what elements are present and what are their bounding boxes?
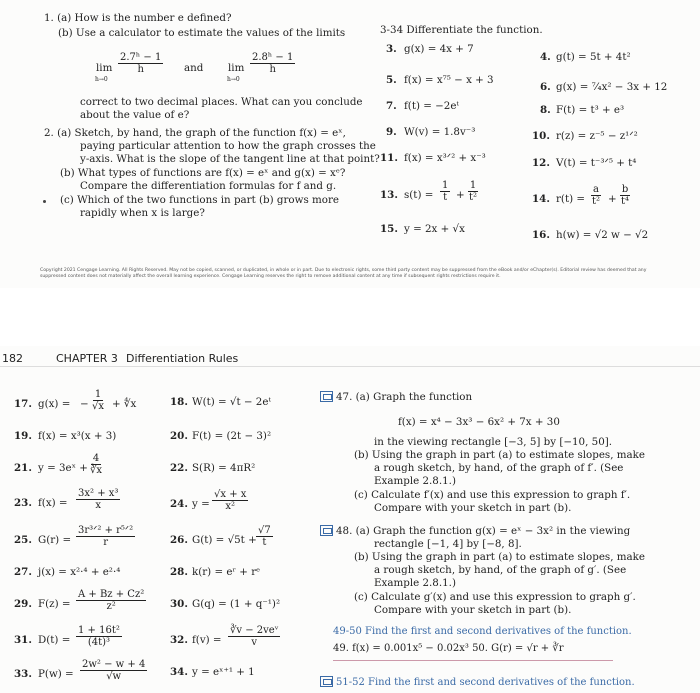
ex20-num: 20.: [170, 430, 188, 442]
ex48-a-line2: rectangle [−1, 4] by [−8, 8].: [374, 538, 522, 550]
and-text: and: [184, 62, 204, 74]
ex31-den-part: (4t)³: [87, 637, 111, 648]
ex14-f2-num: b: [621, 184, 629, 195]
ex26-num-part: √7: [258, 525, 271, 536]
ex17-minus: −: [80, 398, 89, 410]
header-rule: [0, 366, 700, 367]
ex33-num-part: 2w² − w + 4: [82, 659, 146, 670]
ex24-den-part: x²: [225, 501, 236, 512]
ex47-b-line2: a rough sketch, by hand, of the graph of f′. (See: [374, 462, 624, 474]
ex13-frac-2: [467, 180, 479, 203]
ex22-expr: S(R) = 4πR²: [192, 462, 256, 474]
ex18-num: 18.: [170, 396, 188, 408]
ex47-function: f(x) = x⁴ − 3x³ − 6x² + 7x + 30: [398, 416, 560, 428]
lim1-num: 2.7ʰ − 1: [120, 52, 162, 63]
ex6-expr: g(x) = ⁷⁄₄x² − 3x + 12: [556, 81, 668, 93]
ex33-frac: [80, 659, 147, 682]
ex32-den-part: v: [251, 637, 258, 648]
ex19-expr: f(x) = x³(x + 3): [38, 430, 117, 442]
section-title: 3-34 Differentiate the function.: [380, 24, 543, 36]
page-gap: [0, 288, 700, 346]
ex29-num: 29.: [14, 598, 32, 610]
ex25-num-part: 3r³ᐟ² + r⁵ᐟ²: [78, 525, 134, 536]
ex3-num: 3.: [386, 43, 397, 55]
lim2-den: h: [269, 64, 276, 75]
q1c-line2: about the value of e?: [80, 109, 190, 121]
ex25-frac: [76, 525, 135, 548]
chapter-title: Differentiation Rules: [126, 352, 239, 365]
ex21-frac: [88, 453, 104, 476]
ex12-num: 12.: [532, 157, 550, 169]
ex23-den-part: x: [95, 500, 102, 511]
ex29-den-part: z²: [106, 601, 116, 612]
ex48-b-line2: a rough sketch, by hand, of the graph of g′. (See: [374, 564, 627, 576]
ex6-num: 6.: [540, 81, 551, 93]
ex24-num: 24.: [170, 498, 188, 510]
ex14-f2-den: t⁴: [621, 196, 630, 207]
ex26-frac: [256, 525, 273, 548]
ex9-expr: W(v) = 1.8v⁻³: [404, 126, 476, 138]
ex9-num: 9.: [386, 126, 397, 138]
ex33-den-part: √w: [106, 671, 122, 682]
ex25-num: 25.: [14, 534, 32, 546]
ex47-b-line1: (b) Using the graph in part (a) to estimate slopes, make: [354, 449, 645, 461]
ex32-num-part: ∛v − 2veᵛ: [230, 625, 279, 636]
ex14-num: 14.: [532, 193, 550, 205]
ex31-pre: D(t) =: [38, 634, 71, 646]
ex47-c-line2: Compare with your sketch in part (b).: [374, 502, 572, 514]
section-49-50: 49-50 Find the first and second derivatives of the function.: [333, 626, 632, 637]
ex21-num-part: 4: [92, 453, 100, 464]
ex48-b-line3: Example 2.8.1.): [374, 577, 456, 589]
q2a-line2: paying particular attention to how the graph crosses the: [80, 140, 376, 152]
ex17-num: 17.: [14, 398, 32, 410]
ex17-den-part: √x: [92, 401, 105, 412]
ex11-num: 11.: [380, 152, 398, 164]
ex32-num: 32.: [170, 634, 188, 646]
ex21-den-part: ∛x: [90, 465, 103, 476]
ex3-expr: g(x) = 4x + 7: [404, 43, 474, 55]
ex13-num: 13.: [380, 189, 398, 201]
ex14-frac-2: [619, 184, 631, 207]
ex14-f1-num: a: [593, 184, 599, 195]
ex23-num-part: 3x² + x³: [78, 488, 119, 499]
ex47-c-line1: (c) Calculate f′(x) and use this expression to graph f′.: [354, 489, 631, 501]
ex30-expr: G(q) = (1 + q⁻¹)²: [192, 598, 281, 610]
chapter-label: CHAPTER 3: [56, 352, 118, 365]
limit-1-fraction: [118, 52, 163, 75]
ex19-num: 19.: [14, 430, 32, 442]
computer-icon: [320, 676, 333, 687]
ex48-c-line1: (c) Calculate g′(x) and use this expression to graph g′.: [354, 591, 636, 603]
ex11-expr: f(x) = x³ᐟ² + x⁻³: [404, 152, 486, 164]
ex8-num: 8.: [540, 104, 551, 116]
ex14-expr: r(t) =: [556, 193, 585, 205]
ex10-num: 10.: [532, 130, 550, 142]
ex24-frac: [212, 489, 248, 512]
ex24-num-part: √x + x: [214, 489, 247, 500]
lim2-word: lim: [228, 62, 245, 74]
q2c-line2: rapidly when x is large?: [80, 207, 205, 219]
computer-icon: [320, 391, 333, 402]
ex33-pre: P(w) =: [38, 668, 74, 680]
ex24-pre: y =: [192, 498, 210, 510]
computer-icon: [320, 525, 333, 536]
ex21-num: 21.: [14, 462, 32, 474]
ex15-expr: y = 2x + √x: [404, 223, 465, 235]
q2a-line3: y-axis. What is the slope of the tangent line at that point?: [80, 153, 380, 165]
ex13-frac-1: [440, 180, 450, 203]
ex23-pre: f(x) =: [38, 497, 68, 509]
ex34-expr: y = eˣ⁺¹ + 1: [192, 666, 255, 678]
ex13-f1-den: t: [443, 192, 448, 203]
ex23-frac: [76, 488, 120, 511]
ex14-f1-den: t²: [592, 196, 601, 207]
margin-dot: [43, 200, 46, 203]
ex31-frac: [76, 625, 122, 648]
ex18-expr: W(t) = √t − 2eᵗ: [192, 396, 271, 408]
ex13-expr: s(t) =: [404, 189, 434, 201]
q1b: (b) Use a calculator to estimate the values of the limits: [58, 27, 346, 39]
ex32-pre: f(v) =: [192, 634, 222, 646]
ex48-b-line1: (b) Using the graph in part (a) to estimate slopes, make: [354, 551, 645, 563]
ex4-num: 4.: [540, 51, 551, 63]
q1c-line1: correct to two decimal places. What can you conclude: [80, 96, 363, 108]
ex30-num: 30.: [170, 598, 188, 610]
q2c-line1: (c) Which of the two functions in part (b) grows more: [60, 194, 339, 206]
lim1-den: h: [137, 64, 144, 75]
section-51-52: 51-52 Find the first and second derivatives of the function.: [336, 677, 635, 688]
ex29-pre: F(z) =: [38, 598, 71, 610]
ex17-frac: [90, 389, 106, 412]
q2a-line1: 2. (a) Sketch, by hand, the graph of the function f(x) = eˣ,: [44, 127, 346, 139]
q1a: 1. (a) How is the number e defined?: [44, 12, 232, 24]
ex48-c-line2: Compare with your sketch in part (b).: [374, 604, 572, 616]
ex20-expr: F(t) = (2t − 3)²: [192, 430, 272, 442]
lim1-word: lim: [96, 62, 113, 74]
ex13-f1-num: 1: [442, 180, 449, 191]
ex26-num: 26.: [170, 534, 188, 546]
ex14-frac-1: [590, 184, 602, 207]
page-number: 182: [2, 352, 23, 365]
ex16-num: 16.: [532, 229, 550, 241]
ex31-num: 31.: [14, 634, 32, 646]
ex47-a-line2: in the viewing rectangle [−3, 5] by [−10, 50].: [374, 436, 613, 448]
section-rule: [333, 660, 613, 661]
q2b-line2: Compare the differentiation formulas for f and g.: [80, 180, 337, 192]
ex13-plus: +: [456, 189, 465, 201]
ex4-expr: g(t) = 5t + 4t²: [556, 51, 631, 63]
ex17-num-part: 1: [94, 389, 102, 400]
ex13-f2-den: t²: [469, 192, 478, 203]
ex16-expr: h(w) = √2 w − √2: [556, 229, 649, 241]
ex26-pre: G(t) = √5t +: [192, 534, 257, 546]
q2b-line1: (b) What types of functions are f(x) = eˣ and g(x) = xᵉ?: [60, 167, 346, 179]
ex47-b-line3: Example 2.8.1.): [374, 475, 456, 487]
ex27-num: 27.: [14, 566, 32, 578]
lim1-sub: h→0: [95, 76, 108, 83]
ex25-pre: G(r) =: [38, 534, 72, 546]
ex27-expr: j(x) = x²·⁴ + e²·⁴: [38, 566, 121, 578]
lim2-sub: h→0: [227, 76, 240, 83]
ex8-expr: F(t) = t³ + e³: [556, 104, 625, 116]
ex5-expr: f(x) = x⁷⁵ − x + 3: [404, 74, 494, 86]
ex17-pre: g(x) =: [38, 398, 71, 410]
copyright-notice: Copyright 2021 Cengage Learning. All Rights Reserved. May not be copied, scanned, or duplicated, in whole or in part. Due to electronic rights, some third party content may be suppressed from the eBook and/or eChapter(s). Editorial review has deemed that any suppressed content does not materially affect the overall learning experience. Cengage Learning reserves the right to remove additional content at any time if subsequent rights restrictions require it.: [40, 268, 647, 279]
limit-2-fraction: [250, 52, 295, 75]
ex34-num: 34.: [170, 666, 188, 678]
ex10-expr: r(z) = z⁻⁵ − z¹ᐟ²: [556, 130, 638, 142]
ex14-plus: +: [608, 193, 617, 205]
ex12-expr: V(t) = t⁻³ᐟ⁵ + t⁴: [556, 157, 637, 169]
ex23-num: 23.: [14, 497, 32, 509]
ex7-num: 7.: [386, 100, 397, 112]
ex29-num-part: A + Bz + Cz²: [78, 589, 145, 600]
ex29-frac: [76, 589, 146, 612]
ex25-den-part: r: [103, 537, 108, 548]
ex33-num: 33.: [14, 668, 32, 680]
ex28-expr: k(r) = eʳ + rᵉ: [192, 566, 261, 578]
ex47-line: 47. (a) Graph the function: [336, 391, 473, 403]
ex32-frac: [228, 625, 280, 648]
ex13-f2-num: 1: [469, 180, 477, 191]
ex28-num: 28.: [170, 566, 188, 578]
ex21-pre: y = 3eˣ +: [38, 462, 88, 474]
ex5-num: 5.: [386, 74, 397, 86]
ex22-num: 22.: [170, 462, 188, 474]
ex49-50: 49. f(x) = 0.001x⁵ − 0.02x³ 50. G(r) = √r + ∛r: [333, 643, 564, 654]
ex31-num-part: 1 + 16t²: [78, 625, 120, 636]
ex17-post: + ∜x: [112, 398, 137, 410]
ex26-den-part: t: [262, 537, 267, 548]
ex48-a-line1: 48. (a) Graph the function g(x) = eˣ − 3x² in the viewing: [336, 525, 631, 537]
lim2-num: 2.8ʰ − 1: [252, 52, 294, 63]
ex7-expr: f(t) = −2eᵗ: [404, 100, 459, 112]
ex15-num: 15.: [380, 223, 398, 235]
